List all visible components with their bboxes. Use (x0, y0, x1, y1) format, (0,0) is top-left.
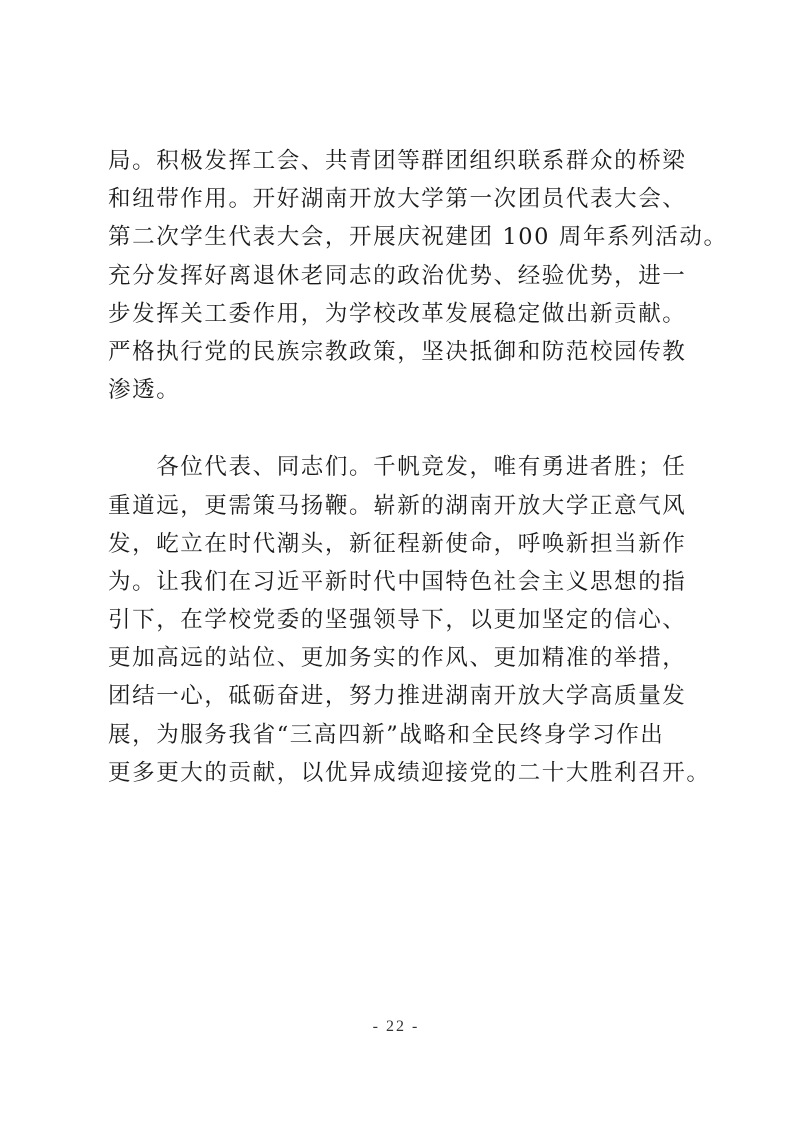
text-line: 展，为服务我省“三高四新”战略和全民终身学习作出 (108, 721, 665, 748)
paragraph-1 (108, 142, 728, 409)
text-line: 充分发挥好离退休老同志的政治优势、经验优势，进一 (108, 262, 687, 289)
text-line: 和纽带作用。开好湖南开放大学第一次团员代表大会、 (108, 186, 687, 213)
text-line: 为。让我们在习近平新时代中国特色社会主义思想的指 (108, 568, 687, 595)
body-text (108, 142, 728, 792)
text-line: 更多更大的贡献，以优异成绩迎接党的二十大胜利召开。 (108, 759, 711, 786)
text-line: 更加高远的站位、更加务实的作风、更加精准的举措， (108, 645, 687, 672)
page-number: - 22 - (372, 1018, 420, 1035)
text-line: 团结一心，砥砺奋进，努力推进湖南开放大学高质量发 (108, 683, 687, 710)
text-line: 各位代表、同志们。千帆竞发，唯有勇进者胜；任 (108, 454, 687, 481)
text-line: 严格执行党的民族宗教政策，坚决抵御和防范校园传教 (108, 338, 687, 365)
paragraph-gap (108, 409, 708, 448)
text-line: 步发挥关工委作用，为学校改革发展稳定做出新贡献。 (108, 300, 687, 327)
text-line: 发，屹立在时代潮头，新征程新使命，呼唤新担当新作 (108, 530, 687, 557)
text-line: 第二次学生代表大会，开展庆祝建团 100 周年系列活动。 (108, 224, 728, 251)
text-line: 重道远，更需策马扬鞭。崭新的湖南开放大学正意气风 (108, 492, 687, 519)
text-line: 局。积极发挥工会、共青团等群团组织联系群众的桥梁 (108, 148, 687, 174)
text-line: 渗透。 (108, 377, 181, 404)
paragraph-2 (108, 448, 711, 792)
text-line: 引下，在学校党委的坚强领导下，以更加坚定的信心、 (108, 607, 687, 634)
